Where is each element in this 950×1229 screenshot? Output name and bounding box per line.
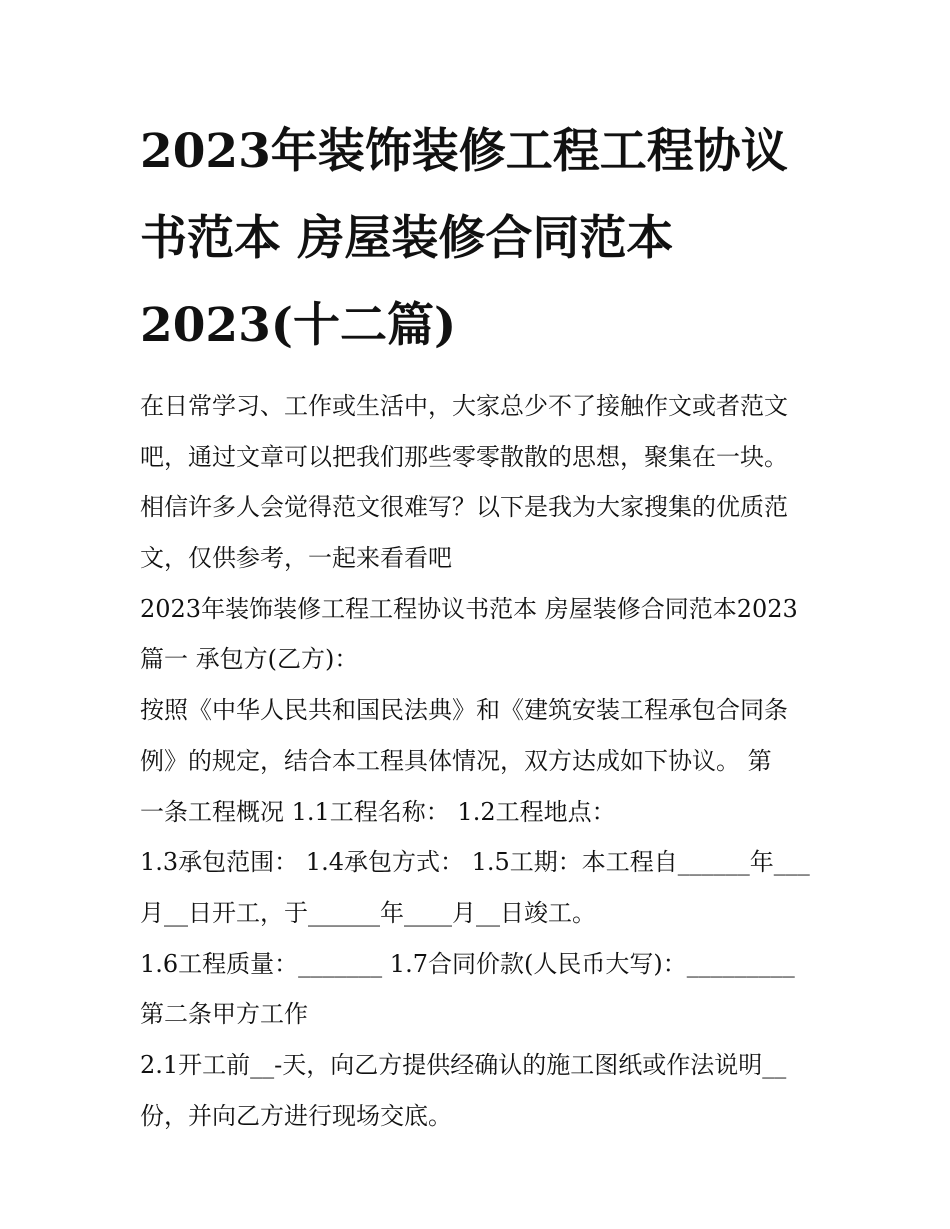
body-line-15: 份，并向乙方进行现场交底。 — [140, 1101, 452, 1130]
body-line-10: 1.3承包范围： 1.4承包方式： 1.5工期：本工程自______年___ — [140, 848, 810, 877]
body-line-4: 文，仅供参考，一起来看看吧 — [140, 544, 452, 573]
body-line-11: 月__日开工，于______年____月__日竣工。 — [140, 898, 596, 927]
body-line-8: 例》的规定，结合本工程具体情况，双方达成如下协议。 第 — [140, 746, 772, 775]
body-line-12: 1.6工程质量：_______ 1.7合同价款(人民币大写)：_________ — [140, 949, 795, 978]
document-title — [140, 108, 820, 369]
body-line-2: 吧，通过文章可以把我们那些零零散散的思想，聚集在一块。 — [140, 442, 788, 471]
body-line-9: 一条工程概况 1.1工程名称： 1.2工程地点： — [140, 797, 616, 826]
body-line-14: 2.1开工前__-天，向乙方提供经确认的施工图纸或作法说明__ — [140, 1050, 787, 1079]
title-line-2: 书范本 房屋装修合同范本 — [140, 211, 674, 266]
body-line-6: 篇一 承包方(乙方)： — [140, 645, 359, 674]
body-line-3: 相信许多人会觉得范文很难写？以下是我为大家搜集的优质范 — [140, 493, 788, 522]
body-line-7: 按照《中华人民共和国民法典》和《建筑安装工程承包合同条 — [140, 696, 788, 725]
body-line-13: 第二条甲方工作 — [140, 1000, 308, 1029]
document-page — [140, 108, 820, 1141]
body-line-5: 2023年装饰装修工程工程协议书范本 房屋装修合同范本2023 — [140, 594, 798, 623]
title-line-1: 2023年装饰装修工程工程协议 — [140, 124, 788, 179]
title-line-3: 2023(十二篇) — [140, 298, 457, 353]
document-body — [140, 381, 820, 1141]
body-line-1: 在日常学习、工作或生活中，大家总少不了接触作文或者范文 — [140, 392, 788, 420]
